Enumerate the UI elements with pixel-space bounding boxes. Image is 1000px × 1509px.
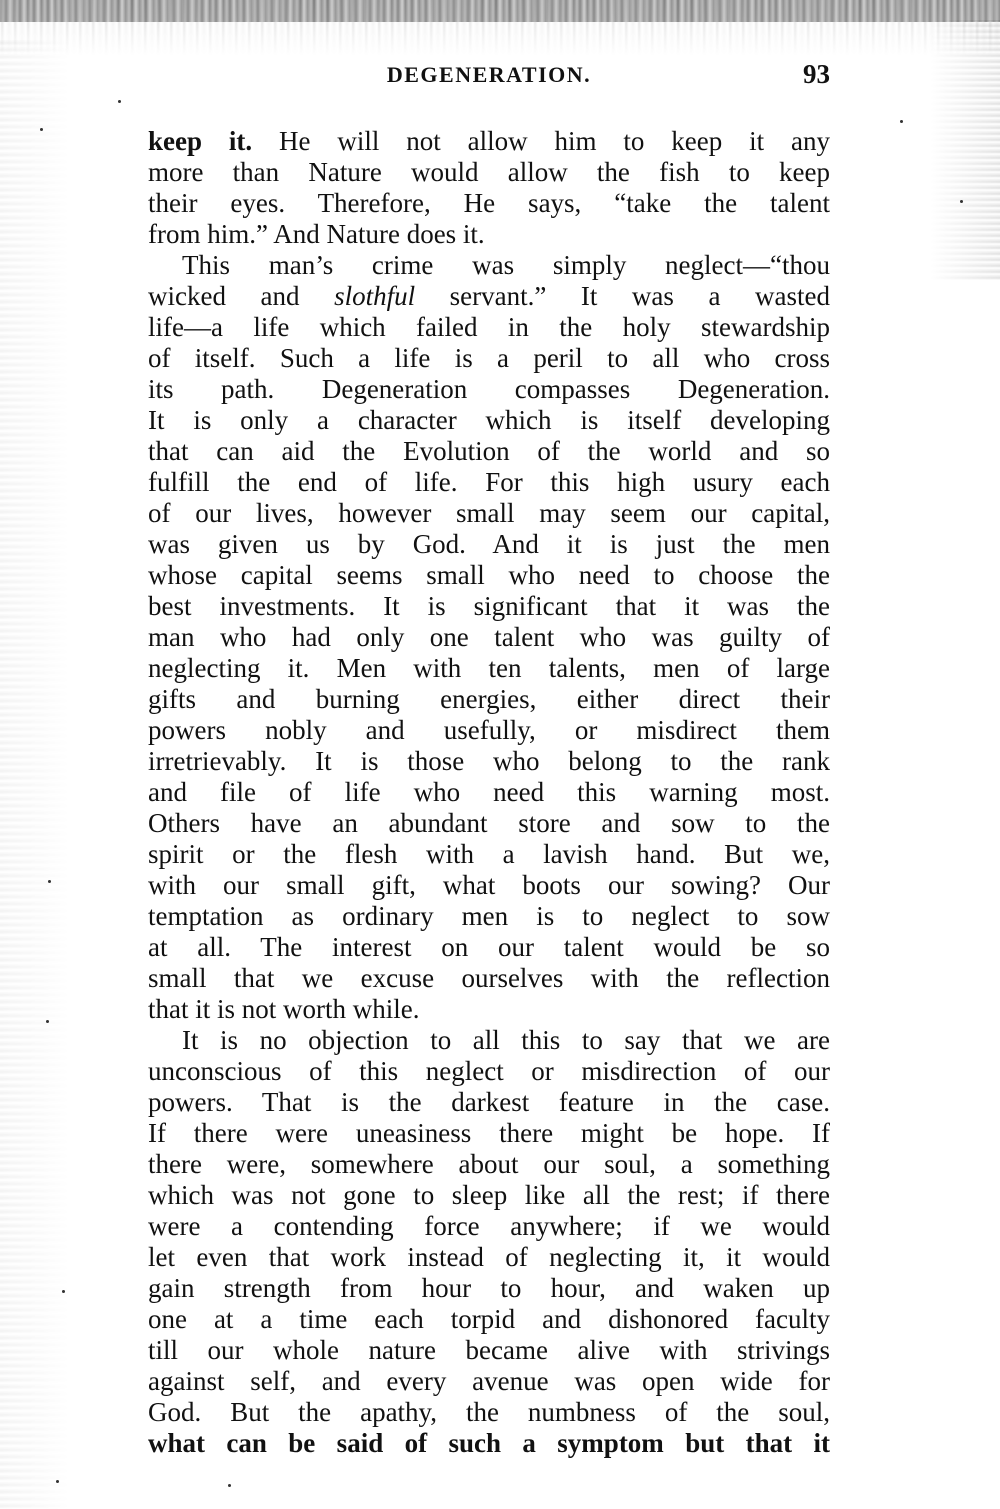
text-line: against self, and every avenue was open wide for bbox=[148, 1366, 830, 1396]
text-line: life—a life which failed in the holy stewardship bbox=[148, 312, 830, 342]
text-line: unconscious of this neglect or misdirection of our bbox=[148, 1056, 830, 1086]
text-line: and file of life who need this warning most. bbox=[148, 777, 830, 807]
scan-speck bbox=[960, 200, 963, 203]
text-italic-run: slothful bbox=[334, 281, 416, 311]
text-line: gifts and burning energies, either direct their bbox=[148, 684, 830, 714]
scan-speck bbox=[228, 1484, 231, 1487]
text-line: there were, somewhere about our soul, a something bbox=[148, 1149, 830, 1179]
text-line: with our small gift, what boots our sowing? Our bbox=[148, 870, 830, 900]
text-line: neglecting it. Men with ten talents, men of large bbox=[148, 653, 830, 683]
text-line: more than Nature would allow the fish to keep bbox=[148, 157, 830, 187]
scan-speck bbox=[40, 128, 43, 131]
text-line: powers. That is the darkest feature in the case. bbox=[148, 1087, 830, 1117]
text-line: powers nobly and usefully, or misdirect them bbox=[148, 715, 830, 745]
text-line: till our whole nature became alive with strivings bbox=[148, 1335, 830, 1365]
scan-speck bbox=[56, 1480, 59, 1483]
page-number: 93 bbox=[803, 59, 830, 89]
text-line: It is only a character which is itself developing bbox=[148, 405, 830, 435]
text-line: which was not gone to sleep like all the rest; if there bbox=[148, 1180, 830, 1210]
text-line: let even that work instead of neglecting it, it would bbox=[148, 1242, 830, 1272]
scan-speck bbox=[46, 1020, 49, 1023]
text-line: best investments. It is significant that it was the bbox=[148, 591, 830, 621]
scan-speck bbox=[48, 880, 51, 883]
running-head-title: DEGENERATION. bbox=[386, 62, 592, 87]
scan-noise-left bbox=[0, 40, 70, 1509]
text-line: at all. The interest on our talent would be so bbox=[148, 932, 830, 962]
text-line: man who had only one talent who was guilty of bbox=[148, 622, 830, 652]
text-bold-run: keep it. bbox=[148, 126, 253, 156]
text-line: its path. Degeneration compasses Degeneration. bbox=[148, 374, 830, 404]
text-line: irretrievably. It is those who belong to the rank bbox=[148, 746, 830, 776]
text-line: what can be said of such a symptom but that it bbox=[148, 1428, 830, 1458]
text-run: wicked and bbox=[148, 281, 335, 311]
paragraph-first-line: It is no objection to all this to say that we are bbox=[182, 1025, 830, 1055]
text-line: of itself. Such a life is a peril to all who cross bbox=[148, 343, 830, 373]
body-text bbox=[148, 126, 830, 1459]
text-line: was given us by God. And it is just the men bbox=[148, 529, 830, 559]
text-line: fulfill the end of life. For this high usury each bbox=[148, 467, 830, 497]
text-line: were a contending force anywhere; if we would bbox=[148, 1211, 830, 1241]
text-line: If there were uneasiness there might be hope. If bbox=[148, 1118, 830, 1148]
text-line bbox=[148, 281, 830, 312]
text-line bbox=[148, 126, 830, 157]
scan-noise-right bbox=[930, 20, 1000, 280]
text-line: gain strength from hour to hour, and waken up bbox=[148, 1273, 830, 1303]
scan-speck bbox=[900, 120, 903, 123]
scan-speck bbox=[118, 100, 121, 103]
scan-edge-top bbox=[0, 0, 1000, 22]
text-line: Others have an abundant store and sow to the bbox=[148, 808, 830, 838]
text-line: whose capital seems small who need to choose the bbox=[148, 560, 830, 590]
text-line: temptation as ordinary men is to neglect to sow bbox=[148, 901, 830, 931]
scan-speck bbox=[62, 1290, 65, 1293]
text-line: that it is not worth while. bbox=[148, 994, 420, 1024]
text-line: spirit or the flesh with a lavish hand. But we, bbox=[148, 839, 830, 869]
text-run: He will not allow him to keep it any bbox=[252, 126, 830, 156]
text-line: God. But the apathy, the numbness of the soul, bbox=[148, 1397, 830, 1427]
text-line: of our lives, however small may seem our capital, bbox=[148, 498, 830, 528]
text-line: small that we excuse ourselves with the reflection bbox=[148, 963, 830, 993]
text-line: that can aid the Evolution of the world and so bbox=[148, 436, 830, 466]
text-line: their eyes. Therefore, He says, “take the talent bbox=[148, 188, 830, 218]
text-run: servant.” It was a wasted bbox=[415, 281, 830, 311]
text-line: one at a time each torpid and dishonored faculty bbox=[148, 1304, 830, 1334]
text-line: from him.” And Nature does it. bbox=[148, 219, 485, 249]
running-head bbox=[148, 59, 830, 96]
paragraph-first-line: This man’s crime was simply neglect—“thou bbox=[182, 250, 830, 280]
